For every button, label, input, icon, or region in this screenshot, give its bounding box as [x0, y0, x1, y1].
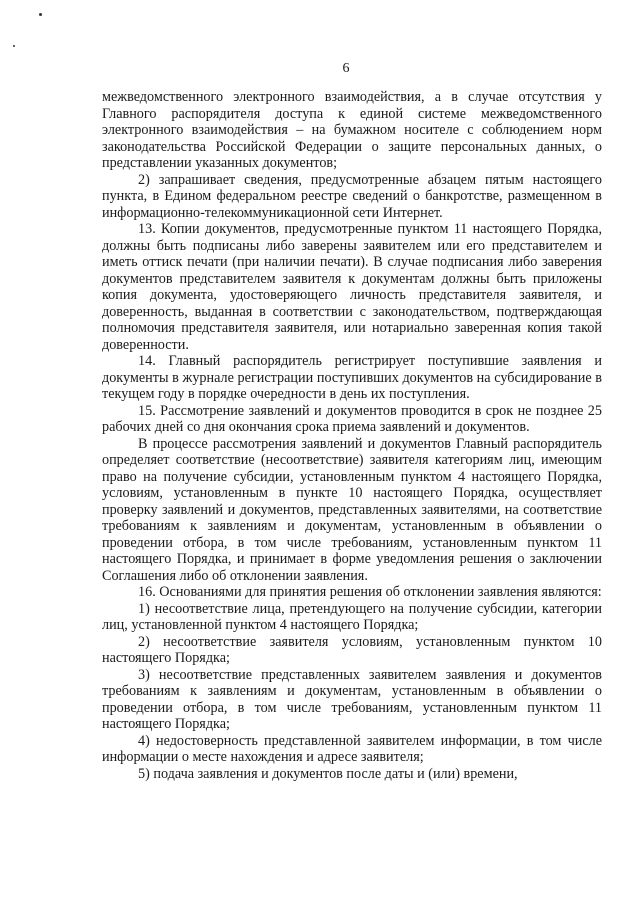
paragraph: 13. Копии документов, предусмотренные пунктом 11 настоящего Порядка, должны быть подписаны либо заверены заявителем или его представителем и иметь оттиск печати (при наличии печати). В случае подписания либо заверения документов представителем заявителя к документам должны быть приложены копия документа, удостоверяющего личность представителя заявителя, и доверенность, выданная в соответствии с законодательством, подтверждающая полномочия представителя заявителя, или нотариально заверенная копия такой доверенности. [102, 221, 602, 353]
paragraph: 3) несоответствие представленных заявителем заявления и документов требованиям к заявлениям и документам, установленным в объявлении о проведении отбора, в том числе требованиям, установленным пунктом 11 настоящего Порядка; [102, 666, 602, 732]
paragraph: 2) запрашивает сведения, предусмотренные абзацем пятым настоящего пункта, в Едином федеральном реестре сведений о банкротстве, размещенном в информационно-телекоммуникационной сети Интернет. [102, 171, 602, 221]
paragraph: 4) недостоверность представленной заявителем информации, в том числе информации о месте нахождения и адресе заявителя; [102, 732, 602, 765]
paragraph: 16. Основаниями для принятия решения об отклонении заявления являются: [138, 584, 602, 600]
paragraph: 5) подача заявления и документов после даты и (или) времени, [138, 765, 518, 782]
paragraph: 15. Рассмотрение заявлений и документов проводится в срок не позднее 25 рабочих дней со дня окончания срока приема заявлений и документов. [102, 402, 602, 435]
paragraph: 14. Главный распорядитель регистрирует поступившие заявления и документы в журнале регистрации поступивших документов на субсидирование в текущем году в порядке очередности в день их поступления. [102, 353, 602, 402]
document-body [102, 89, 602, 782]
paragraph: 1) несоответствие лица, претендующего на получение субсидии, категории лиц, установленной пунктом 4 настоящего Порядка; [102, 600, 602, 633]
paragraph: 2) несоответствие заявителя условиям, установленным пунктом 10 настоящего Порядка; [102, 633, 602, 666]
scan-speck [39, 13, 42, 16]
page-number: 6 [342, 61, 350, 76]
paragraph: межведомственного электронного взаимодействия, а в случае отсутствия у Главного распорядителя доступа к единой системе межведомственного электронного взаимодействия – на бумажном носителе с соблюдением норм законодательства Российской Федерации о защите персональных данных, о представлении указанных документов; [102, 89, 602, 171]
paragraph: В процессе рассмотрения заявлений и документов Главный распорядитель определяет соответствие (несоответствие) заявителя категориям лиц, имеющим право на получение субсидии, установленным пунктом 4 настоящего Порядка, условиям, установленным в пункте 10 настоящего Порядка, осуществляет проверку заявлений и документов, представленных заявителями, на соответствие требованиям к заявлениям и документам, установленным в объявлении о проведении отбора, в том числе требованиям, установленным пунктом 11 настоящего Порядка, и принимает в форме уведомления решения о заключении Соглашения либо об отклонении заявления. [102, 435, 602, 584]
scan-speck [13, 45, 15, 47]
